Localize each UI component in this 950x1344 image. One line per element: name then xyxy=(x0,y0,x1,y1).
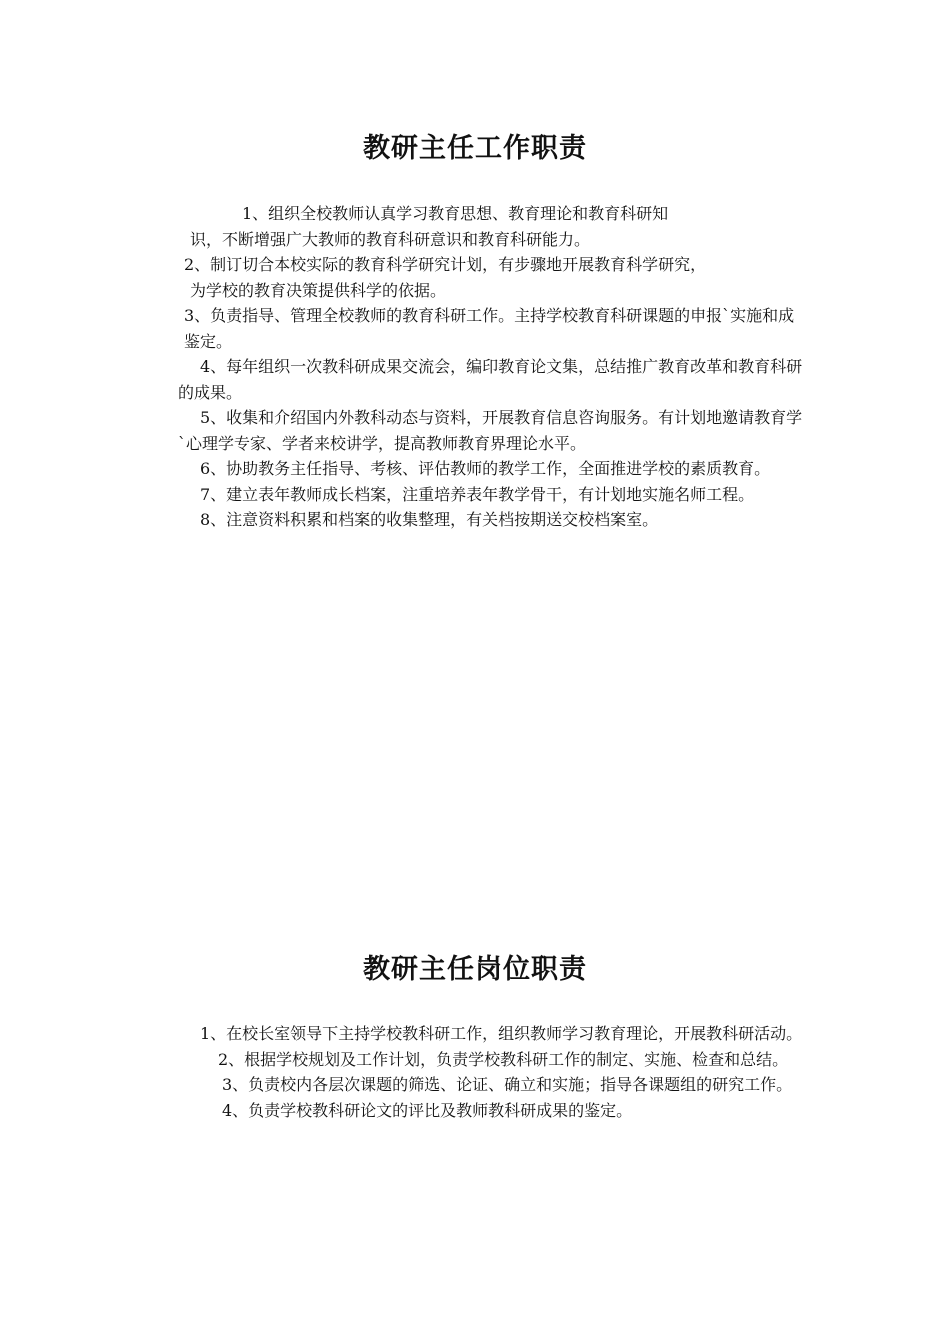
list-item: 7、建立表年教师成长档案，注重培养表年教学骨干，有计划地实施名师工程。 xyxy=(200,484,755,504)
page-title: 教研主任岗位职责 xyxy=(363,954,587,985)
list-item: 识，不断增强广大教师的教育科研意识和教育科研能力。 xyxy=(190,229,591,249)
list-item: 3、负责校内各层次课题的筛选、论证、确立和实施；指导各课题组的研究工作。 xyxy=(222,1075,793,1094)
list-item: 1、在校长室领导下主持学校教科研工作，组织教师学习教育理论，开展教科研活动。 xyxy=(200,1024,803,1043)
list-item: 4、负责学校教科研论文的评比及教师教科研成果的鉴定。 xyxy=(222,1100,633,1120)
list-item: 2、制订切合本校实际的教育科学研究计划，有步骤地开展教育科学研究， xyxy=(184,255,707,274)
list-item: 为学校的教育决策提供科学的依据。 xyxy=(190,280,447,300)
list-item: 3、负责指导、管理全校教师的教育科研工作。主持学校教育科研课题的申报`实施和成鉴定。 xyxy=(184,306,795,351)
duties-list xyxy=(178,1021,808,1123)
list-item: 5、收集和介绍国内外教科动态与资料，开展教育信息咨询服务。有计划地邀请教育学`心理学专家、学者来校讲学，提高教师教育界理论水平。 xyxy=(178,408,803,453)
list-item: 2、根据学校规划及工作计划，负责学校教科研工作的制定、实施、检查和总结。 xyxy=(218,1049,789,1069)
list-item: 8、注意资料积累和档案的收集整理，有关档按期送交校档案室。 xyxy=(200,510,659,529)
list-item: 1、组织全校教师认真学习教育思想、教育理论和教育科研知 xyxy=(242,204,669,223)
page-title: 教研主任工作职责 xyxy=(363,133,587,164)
duties-list xyxy=(178,201,808,533)
list-item: 6、协助教务主任指导、考核、评估教师的教学工作，全面推进学校的素质教育。 xyxy=(200,459,771,478)
list-item: 4、每年组织一次教科研成果交流会，编印教育论文集，总结推广教育改革和教育科研的成果。 xyxy=(178,357,803,402)
